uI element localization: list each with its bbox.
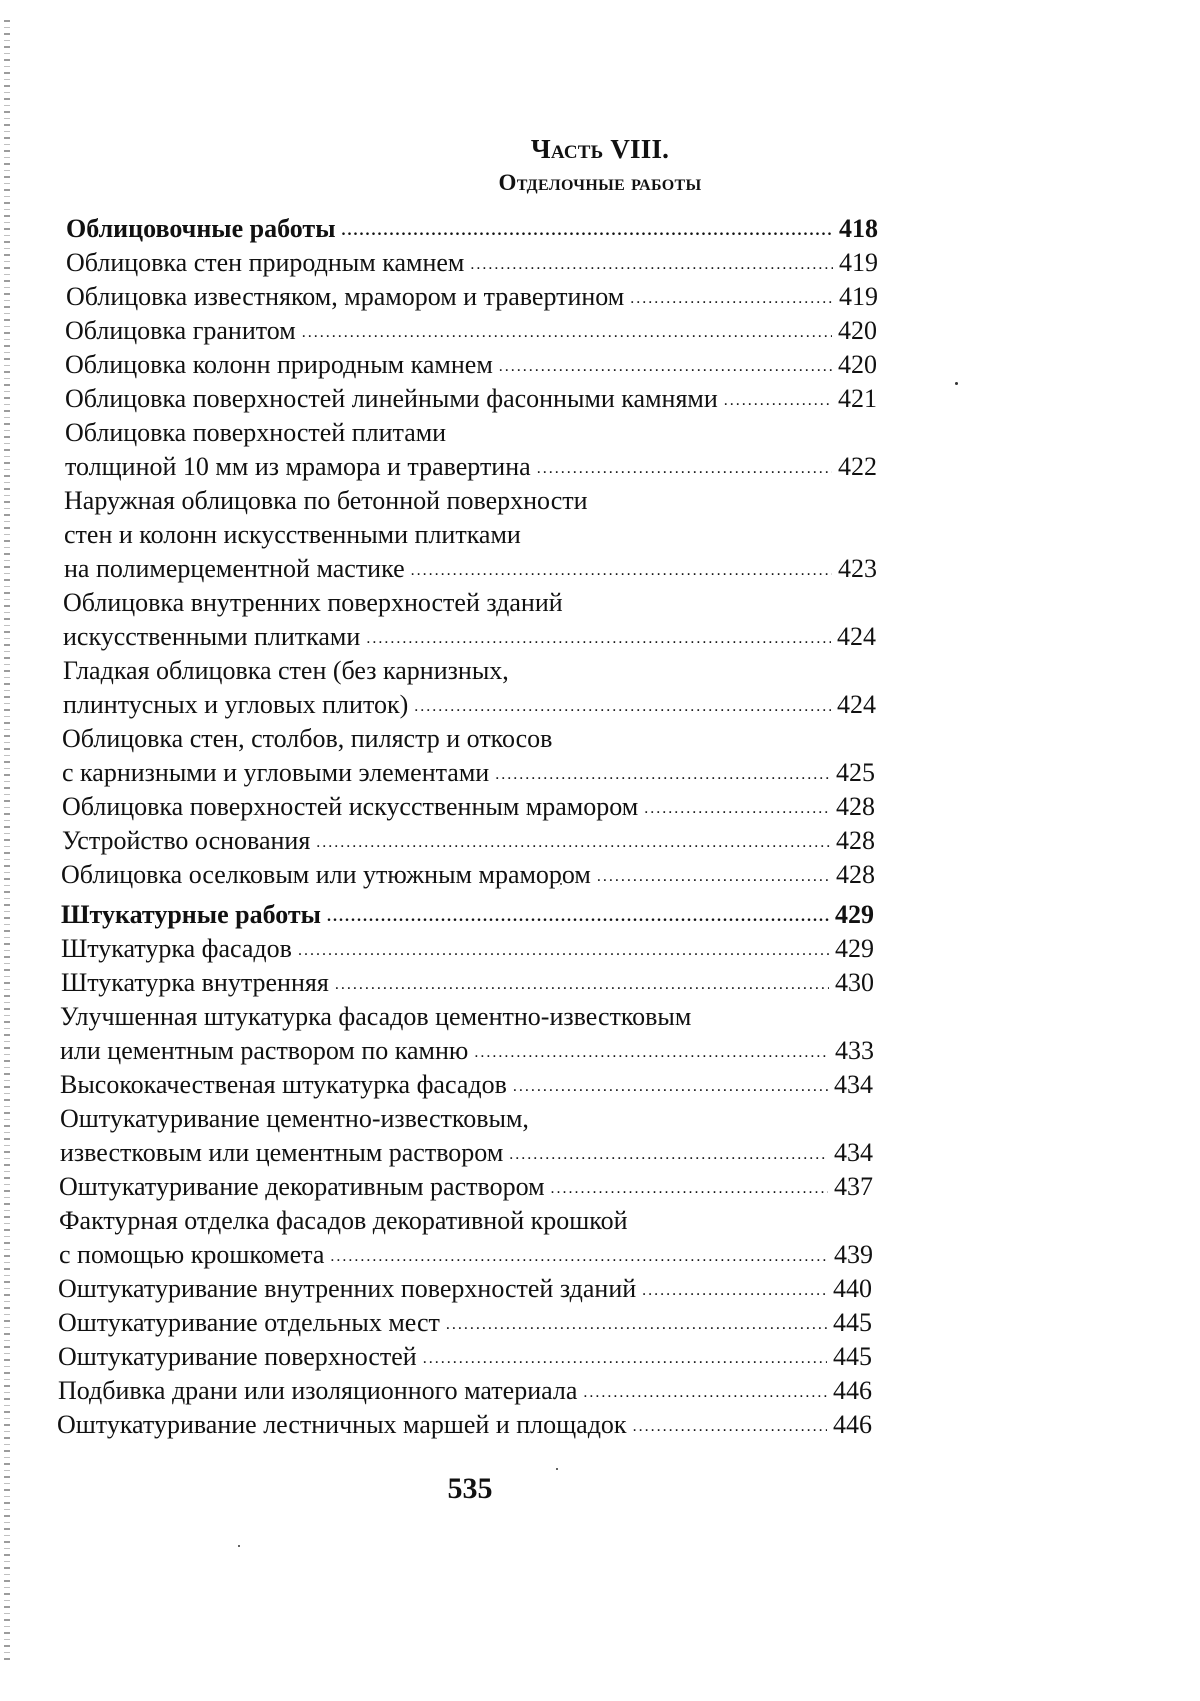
toc-leader-dots — [724, 380, 832, 418]
toc-entry-page: 419 — [839, 282, 878, 311]
toc-entry-line — [62, 790, 875, 824]
toc-entry-title: искусственными плитками — [63, 622, 361, 651]
toc-entry-title: толщиной 10 мм из мрамора и травертина — [65, 452, 531, 481]
toc-entry-page: 418 — [839, 214, 878, 243]
toc-entry-line — [61, 966, 874, 1000]
toc-entry-line — [60, 1136, 873, 1170]
toc-entry-title: Оштукатуривание цементно-известковым, — [60, 1104, 529, 1133]
toc-entry-page: 439 — [834, 1240, 873, 1269]
toc-entry-page: 434 — [834, 1138, 873, 1167]
toc-entry-title: стен и колонн искусственными плитками — [64, 520, 521, 549]
toc-leader-dots — [537, 448, 832, 486]
toc-entry-title: Облицовка известняком, мрамором и травертином — [66, 282, 625, 311]
toc-entry-page: 419 — [839, 248, 878, 277]
toc-section-line — [61, 898, 874, 932]
toc-entry-title: Улучшенная штукатурка фасадов цементно-известковым — [60, 1002, 692, 1031]
toc-entry-page: 429 — [835, 900, 874, 929]
toc-entry-line — [60, 1068, 873, 1102]
toc-entry-page: 428 — [836, 826, 875, 855]
toc-entry-title: Штукатурные работы — [61, 900, 321, 929]
toc-entry-page: 420 — [838, 316, 877, 345]
toc-leader-dots — [642, 1270, 827, 1308]
toc-entry-line — [57, 1408, 872, 1442]
toc-entry-title: Оштукатуривание поверхностей — [58, 1342, 417, 1371]
toc-leader-dots — [335, 964, 829, 1002]
toc-entry-line — [65, 450, 877, 484]
toc-leader-dots — [509, 1134, 828, 1172]
toc-entry-line — [65, 348, 877, 382]
toc-entry-title: Штукатурка внутренняя — [61, 968, 329, 997]
toc-leader-dots — [597, 856, 830, 894]
toc-leader-dots — [633, 1406, 827, 1444]
toc-entry-title: Облицовка колонн природным камнем — [65, 350, 493, 379]
toc-entry-title: Облицовочные работы — [66, 214, 336, 243]
toc-entry-line — [60, 1102, 529, 1136]
toc-entry-title: Оштукатуривание лестничных маршей и площадок — [57, 1410, 627, 1439]
toc-entry-title: Устройство основания — [62, 826, 311, 855]
toc-entry-line — [59, 1170, 873, 1204]
toc-entry-line — [63, 688, 876, 722]
part-title: Часть VIII. — [530, 134, 670, 164]
toc-entry-title: Оштукатуривание внутренних поверхностей зданий — [58, 1274, 637, 1303]
toc-entry-line — [59, 1204, 628, 1238]
toc-leader-dots — [342, 210, 834, 248]
toc-entry-page: 424 — [837, 622, 876, 651]
toc-entry-title: Фактурная отделка фасадов декоративной крошкой — [59, 1206, 628, 1235]
toc-entry-title: Облицовка внутренних поверхностей зданий — [63, 588, 563, 617]
toc-leader-dots — [630, 278, 833, 316]
toc-leader-dots — [327, 896, 829, 934]
toc-entry-line — [64, 552, 877, 586]
toc-entry-page: 434 — [834, 1070, 873, 1099]
toc-leader-dots — [411, 550, 832, 588]
toc-entry-line — [63, 586, 563, 620]
toc-leader-dots — [644, 788, 830, 826]
toc-entry-line — [62, 824, 875, 858]
toc-entry-title: Облицовка стен, столбов, пилястр и откосов — [62, 724, 553, 753]
toc-entry-title: Оштукатуривание отдельных мест — [58, 1308, 440, 1337]
toc-leader-dots — [551, 1168, 828, 1206]
toc-entry-page: 425 — [836, 758, 875, 787]
toc-entry-title: Подбивка драни или изоляционного материала — [58, 1376, 578, 1405]
toc-entry-line — [60, 1034, 874, 1068]
toc-leader-dots — [366, 618, 831, 656]
toc-entry-title: на полимерцементной мастике — [64, 554, 405, 583]
toc-leader-dots — [474, 1032, 829, 1070]
toc-entry-line — [58, 1374, 872, 1408]
toc-entry-page: 420 — [838, 350, 877, 379]
toc-entry-page: 424 — [837, 690, 876, 719]
toc-entry-title: Облицовка поверхностей плитами — [65, 418, 447, 447]
toc-entry-line — [66, 280, 878, 314]
toc-leader-dots — [513, 1066, 828, 1104]
toc-section-line — [66, 212, 878, 246]
toc-entry-line — [64, 484, 588, 518]
toc-entry-title: Оштукатуривание декоративным раствором — [59, 1172, 545, 1201]
toc-entry-page: 437 — [834, 1172, 873, 1201]
toc-entry-page: 446 — [833, 1410, 872, 1439]
toc-leader-dots — [298, 930, 829, 968]
toc-entry-title: с карнизными и угловыми элементами — [62, 758, 490, 787]
toc-entry-title: с помощью крошкомета — [59, 1240, 325, 1269]
toc-entry-page: 430 — [835, 968, 874, 997]
toc-entry-page: 428 — [836, 860, 875, 889]
toc-entry-line — [63, 654, 509, 688]
toc-entry-line — [58, 1272, 872, 1306]
toc-entry-title: Штукатурка фасадов — [61, 934, 292, 963]
toc-entry-title: Облицовка гранитом — [65, 316, 296, 345]
toc-leader-dots — [414, 686, 831, 724]
toc-entry-title: Высококачественая штукатурка фасадов — [60, 1070, 507, 1099]
toc-leader-dots — [583, 1372, 827, 1410]
toc-entry-line — [61, 858, 875, 892]
toc-entry-page: 445 — [833, 1342, 872, 1371]
toc-entry-page: 428 — [836, 792, 875, 821]
toc-entry-title: Облицовка поверхностей искусственным мрамором — [62, 792, 639, 821]
toc-entry-page: 422 — [838, 452, 877, 481]
toc-entry-page: 433 — [835, 1036, 874, 1065]
toc-entry-line — [63, 620, 876, 654]
toc-leader-dots — [495, 754, 830, 792]
toc-entry-page: 429 — [835, 934, 874, 963]
toc-leader-dots — [446, 1304, 827, 1342]
toc-entry-line — [59, 1238, 873, 1272]
toc-leader-dots — [499, 346, 832, 384]
toc-entry-line — [58, 1340, 872, 1374]
toc-entry-title: плинтусных и угловых плиток) — [63, 690, 409, 719]
toc-entry-page: 440 — [833, 1274, 872, 1303]
scan-speck — [955, 382, 958, 385]
toc-entry-line — [64, 518, 521, 552]
part-subtitle: Отделочные работы — [498, 170, 702, 195]
scan-edge-artifact — [4, 20, 10, 1660]
toc-entry-page: 423 — [838, 554, 877, 583]
toc-leader-dots — [302, 312, 832, 350]
toc-entry-line — [66, 246, 878, 280]
toc-entry-title: Гладкая облицовка стен (без карнизных, — [63, 656, 509, 685]
toc-entry-title: Облицовка оселковым или утюжным мрамором — [61, 860, 591, 889]
toc-entry-line — [60, 1000, 691, 1034]
toc-entry-line — [65, 416, 446, 450]
toc-entry-page: 445 — [833, 1308, 872, 1337]
toc-entry-title: Облицовка поверхностей линейными фасонными камнями — [65, 384, 718, 413]
toc-entry-title: или цементным раствором по камню — [60, 1036, 469, 1065]
toc-leader-dots — [470, 244, 833, 282]
toc-entry-line — [65, 382, 877, 416]
toc-leader-dots — [423, 1338, 827, 1376]
toc-entry-line — [65, 314, 877, 348]
toc-entry-line — [61, 932, 874, 966]
scan-speck — [238, 1545, 240, 1547]
toc-entry-line — [62, 722, 552, 756]
toc-entry-title: Наружная облицовка по бетонной поверхности — [64, 486, 588, 515]
toc-entry-title: известковым или цементным раствором — [60, 1138, 504, 1167]
toc-entry-page: 446 — [833, 1376, 872, 1405]
scan-speck — [556, 1468, 558, 1470]
toc-entry-line — [62, 756, 875, 790]
toc-leader-dots — [316, 822, 830, 860]
page-number: 535 — [447, 1472, 493, 1505]
toc-entry-page: 421 — [838, 384, 877, 413]
toc-entry-line — [58, 1306, 872, 1340]
toc-leader-dots — [330, 1236, 828, 1274]
toc-entry-title: Облицовка стен природным камнем — [66, 248, 465, 277]
